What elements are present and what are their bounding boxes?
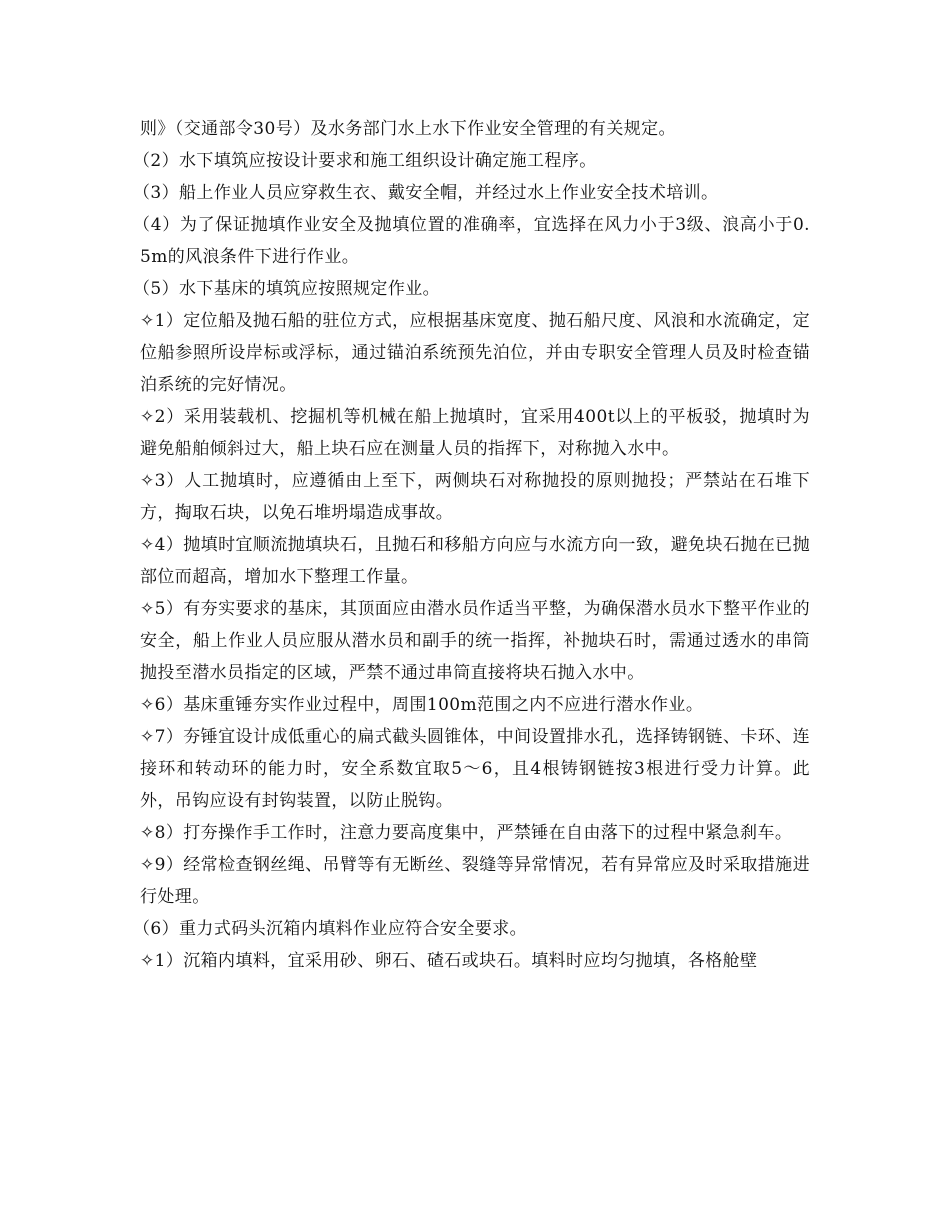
paragraph: （2）水下填筑应按设计要求和施工组织设计确定施工程序。: [133, 151, 597, 171]
list-item: ✧3）人工抛填时，应遵循由上至下，两侧块石对称抛投的原则抛投；严禁站在石堆下方，掏取石块，以免石堆坍塌造成事故。: [140, 471, 810, 523]
paragraph: （4）为了保证抛填作业安全及抛填位置的准确率，宜选择在风力小于3级、浪高小于0.5m的风浪条件下进行作业。: [133, 215, 810, 267]
paragraph: （6）重力式码头沉箱内填料作业应符合安全要求。: [133, 919, 528, 939]
list-item: ✧7）夯锤宜设计成低重心的扁式截头圆锥体，中间设置排水孔，选择铸钢链、卡环、连接环和转动环的能力时，安全系数宜取5～6，且4根铸钢链按3根进行受力计算。此外，吊钩应设有封钩装置，以防止脱钩。: [140, 727, 810, 811]
document-body: [133, 113, 810, 977]
list-item: ✧9）经常检查钢丝绳、吊臂等有无断丝、裂缝等异常情况，若有异常应及时采取措施进行处理。: [140, 855, 810, 907]
list-item: ✧2）采用装载机、挖掘机等机械在船上抛填时，宜采用400t以上的平板驳，抛填时为避免船舶倾斜过大，船上块石应在测量人员的指挥下，对称抛入水中。: [140, 407, 810, 459]
paragraph: 则》（交通部令30号）及水务部门水上水下作业安全管理的有关规定。: [140, 119, 676, 139]
list-item: ✧5）有夯实要求的基床，其顶面应由潜水员作适当平整，为确保潜水员水下整平作业的安全，船上作业人员应服从潜水员和副手的统一指挥，补抛块石时，需通过透水的串筒抛投至潜水员指定的区域，严禁不通过串筒直接将块石抛入水中。: [140, 599, 810, 683]
list-item: ✧8）打夯操作手工作时，注意力要高度集中，严禁锤在自由落下的过程中紧急刹车。: [140, 823, 793, 843]
list-item: ✧1）沉箱内填料，宜采用砂、卵石、碴石或块石。填料时应均匀抛填，各格舱壁: [140, 951, 758, 971]
paragraph: （3）船上作业人员应穿救生衣、戴安全帽，并经过水上作业安全技术培训。: [133, 183, 719, 203]
list-item: ✧6）基床重锤夯实作业过程中，周围100m范围之内不应进行潜水作业。: [140, 695, 704, 715]
list-item: ✧1）定位船及抛石船的驻位方式，应根据基床宽度、抛石船尺度、风浪和水流确定，定位船参照所设岸标或浮标，通过锚泊系统预先泊位，并由专职安全管理人员及时检查锚泊系统的完好情况。: [140, 311, 810, 395]
paragraph: （5）水下基床的填筑应按照规定作业。: [133, 279, 441, 299]
list-item: ✧4）抛填时宜顺流抛填块石，且抛石和移船方向应与水流方向一致，避免块石抛在已抛部位而超高，增加水下整理工作量。: [140, 535, 810, 587]
